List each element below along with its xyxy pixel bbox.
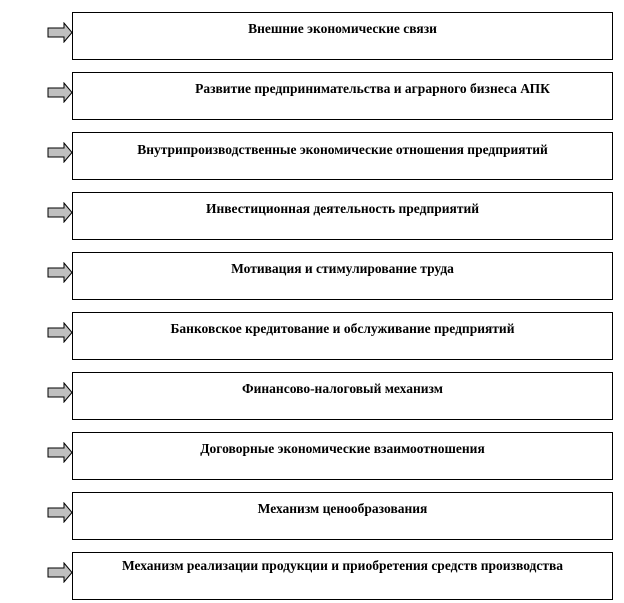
- box-label: Инвестиционная деятельность предприятий: [205, 201, 480, 216]
- arrow-right-icon: [47, 502, 73, 523]
- box-label: Внутрипроизводственные экономические отношения предприятий: [137, 142, 548, 157]
- diagram-row: [0, 492, 624, 540]
- arrow-right-icon: [47, 202, 73, 223]
- diagram-box: [72, 132, 613, 180]
- diagram-box: [72, 372, 613, 420]
- diagram-box: [72, 552, 613, 600]
- box-label: Внешние экономические связи: [248, 21, 437, 36]
- diagram-row: [0, 12, 624, 60]
- arrow-right-icon: [47, 82, 73, 103]
- box-label: Мотивация и стимулирование труда: [231, 261, 454, 276]
- arrow-right-icon: [47, 562, 73, 583]
- arrow-right-icon: [47, 22, 73, 43]
- box-label: Развитие предпринимательства и аграрного бизнеса АПК: [195, 81, 550, 96]
- box-label: Банковское кредитование и обслуживание предприятий: [170, 321, 515, 336]
- diagram-row: [0, 252, 624, 300]
- box-label: Финансово-налоговый механизм: [242, 381, 443, 396]
- diagram-row: [0, 372, 624, 420]
- diagram-box: [72, 72, 613, 120]
- arrow-right-icon: [47, 142, 73, 163]
- diagram-box: [72, 192, 613, 240]
- diagram-box: [72, 432, 613, 480]
- diagram-row: [0, 132, 624, 180]
- box-label: Механизм ценообразования: [257, 501, 428, 516]
- arrow-right-icon: [47, 322, 73, 343]
- box-label: Договорные экономические взаимоотношения: [200, 441, 485, 456]
- diagram-box: [72, 12, 613, 60]
- diagram-row: [0, 192, 624, 240]
- diagram-box: [72, 492, 613, 540]
- arrow-right-icon: [47, 382, 73, 403]
- diagram-box: [72, 252, 613, 300]
- box-label: Механизм реализации продукции и приобретения средств производства: [121, 558, 564, 573]
- diagram-row: [0, 312, 624, 360]
- arrow-right-icon: [47, 262, 73, 283]
- arrow-right-icon: [47, 442, 73, 463]
- diagram-row: [0, 552, 624, 600]
- diagram-box: [72, 312, 613, 360]
- diagram-row: [0, 72, 624, 120]
- diagram-row: [0, 432, 624, 480]
